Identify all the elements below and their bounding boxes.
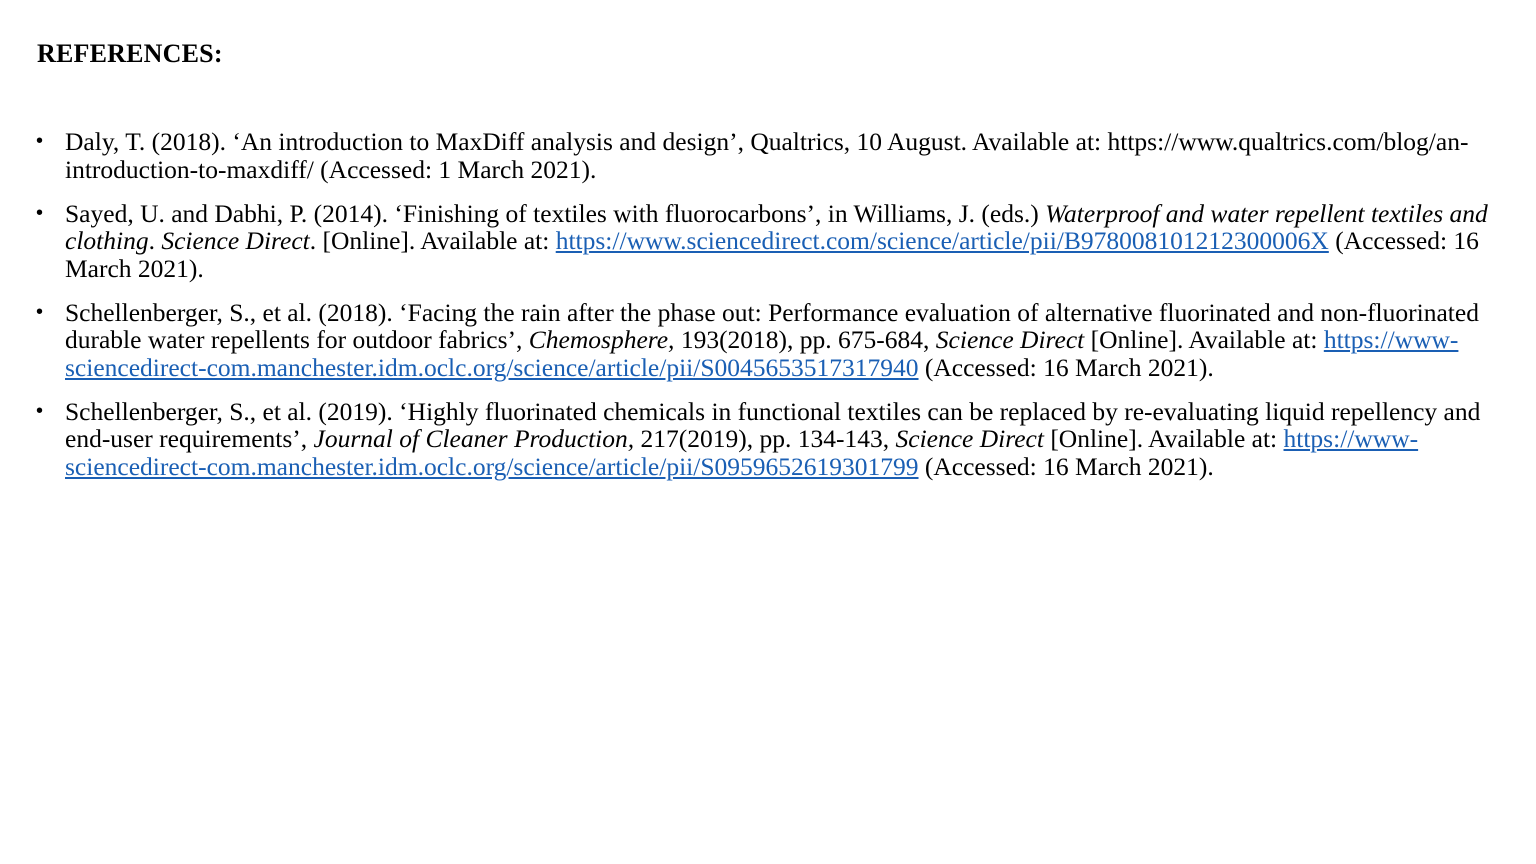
bullet-icon: • — [36, 201, 44, 224]
reference-text: 193(2018), pp. 675-684, — [674, 325, 936, 354]
reference-text: Daly, T. (2018). ‘An introduction to MaxDiff analysis and design’, Qualtrics, 10 August. Available at: https://www.qualtrics.com/blog/an-introduction-to-maxdiff/ (Accessed: 1 March 2021). — [65, 127, 1469, 184]
source-name: Science Direct — [161, 226, 310, 255]
bullet-icon: • — [36, 300, 44, 323]
reference-text: [Online]. Available at: — [1084, 325, 1324, 354]
reference-item-sayed-2014 — [0, 200, 1500, 283]
reference-text: (Accessed: 16 March 2021). — [918, 352, 1214, 382]
reference-link[interactable]: https://www.sciencedirect.com/science/article/pii/B978008101212300006X — [555, 226, 1329, 255]
reference-text: (Accessed: 16 March 2021). — [918, 451, 1214, 481]
bullet-icon: • — [36, 130, 44, 152]
journal-name: Chemosphere, — [528, 325, 675, 354]
reference-text: (Accessed: 16 March 2021). — [65, 226, 1479, 283]
reference-item-schellenberger-2019 — [0, 398, 1500, 481]
reference-link[interactable]: https://www-sciencedirect-com.manchester.idm.oclc.org/science/article/pii/S0959652619301799 — [65, 424, 1419, 481]
reference-list — [0, 128, 1500, 497]
reference-text: 217(2019), pp. 134-143, — [634, 424, 896, 453]
journal-name: Journal of Cleaner Production, — [313, 424, 635, 453]
references-heading: REFERENCES: — [37, 39, 223, 68]
reference-link[interactable]: https://www-sciencedirect-com.manchester.idm.oclc.org/science/article/pii/S0045653517317940 — [65, 325, 1459, 382]
reference-text: Schellenberger, S., et al. (2019). ‘Highly fluorinated chemicals in functional textiles can be replaced by re-evaluating liquid repellency and end-user requirements’, — [65, 396, 1481, 453]
source-name: Science Direct — [895, 424, 1044, 453]
reference-text: [Online]. Available at: — [1043, 424, 1284, 453]
reference-item-schellenberger-2018 — [0, 299, 1500, 382]
reference-text: Sayed, U. and Dabhi, P. (2014). ‘Finishing of textiles with fluorocarbons’, in Williams, J. (eds.) — [65, 198, 1046, 228]
reference-text: . [Online]. Available at: — [309, 226, 556, 255]
reference-text: Schellenberger, S., et al. (2018). ‘Facing the rain after the phase out: Performance evaluation of alternative fluorinated and non-fluorinated durable water repellents for outdoor fabrics’, — [65, 297, 1479, 354]
bullet-icon: • — [36, 399, 44, 422]
reference-item-daly-2018 — [0, 128, 1500, 183]
reference-text: . — [148, 226, 162, 255]
book-title: Waterproof and water repellent textiles and clothing — [65, 198, 1488, 255]
source-name: Science Direct — [935, 325, 1085, 354]
